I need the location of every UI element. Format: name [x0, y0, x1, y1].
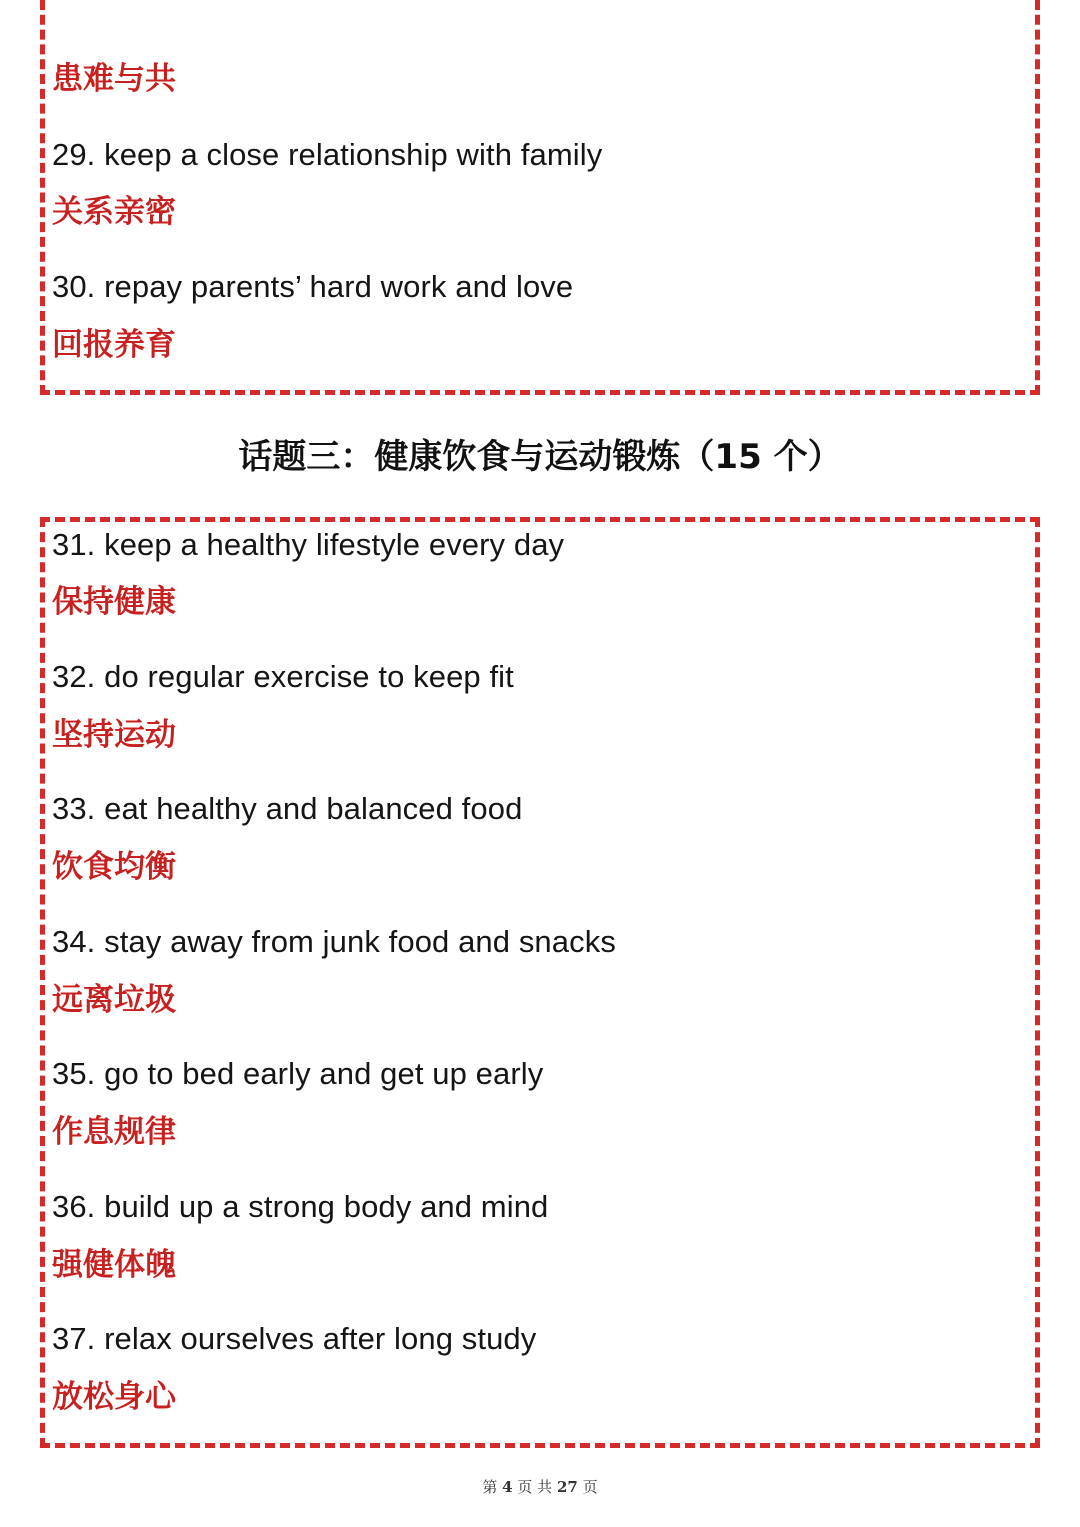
item-34-english: 34. stay away from junk food and snacks — [52, 924, 616, 959]
item-37-english: 37. relax ourselves after long study — [52, 1321, 537, 1356]
item-34-chinese: 远离垃圾 — [52, 982, 176, 1018]
item-35-chinese: 作息规律 — [52, 1114, 176, 1150]
item-37-chinese: 放松身心 — [52, 1379, 176, 1415]
footer-prefix: 第 — [482, 1478, 498, 1496]
item-28-chinese: 患难与共 — [52, 61, 176, 97]
item-35-english: 35. go to bed early and get up early — [52, 1056, 544, 1091]
item-31-english: 31. keep a healthy lifestyle every day — [52, 527, 565, 562]
topic-title: 话题三：健康饮食与运动锻炼（15 个） — [238, 437, 842, 477]
footer-suffix: 页 — [582, 1478, 598, 1496]
item-32-english: 32. do regular exercise to keep fit — [52, 659, 514, 694]
item-31-chinese: 保持健康 — [52, 584, 176, 620]
item-30-english: 30. repay parents’ hard work and love — [52, 269, 574, 304]
item-36-english: 36. build up a strong body and mind — [52, 1189, 549, 1224]
item-33-chinese: 饮食均衡 — [52, 849, 176, 885]
topic-3-box — [40, 517, 1040, 1448]
footer-middle: 页 共 — [517, 1478, 553, 1496]
item-36-chinese: 强健体魄 — [52, 1247, 176, 1283]
page-footer — [0, 1476, 1080, 1497]
item-29-chinese: 关系亲密 — [52, 194, 176, 230]
previous-topic-box — [40, 0, 1040, 395]
item-32-chinese: 坚持运动 — [52, 717, 176, 753]
item-30-chinese: 回报养育 — [52, 327, 176, 363]
item-33-english: 33. eat healthy and balanced food — [52, 791, 523, 826]
footer-total-pages: 27 — [556, 1478, 578, 1496]
footer-page-number: 4 — [502, 1478, 513, 1496]
item-29-english: 29. keep a close relationship with family — [52, 137, 603, 172]
